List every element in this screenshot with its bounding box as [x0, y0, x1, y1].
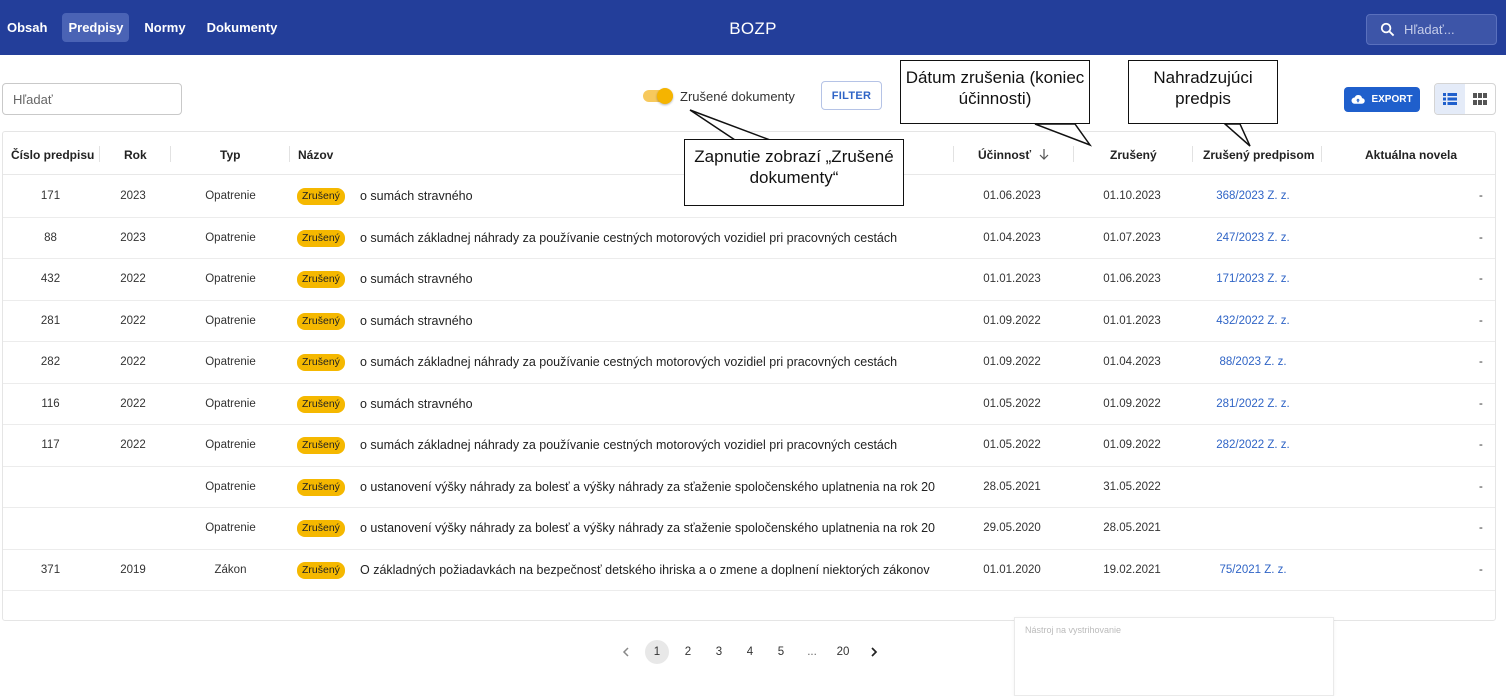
table-row[interactable]	[3, 550, 1495, 592]
row-current-amendment: -	[1479, 356, 1483, 368]
column-header-aktualna-novela[interactable]: Aktuálna novela	[1365, 148, 1458, 162]
row-title[interactable]: o sumách stravného	[360, 313, 473, 328]
column-divider	[1192, 146, 1193, 162]
status-badge: Zrušený	[297, 520, 345, 537]
row-effective-date: 01.05.2022	[983, 397, 1041, 410]
table-row[interactable]	[3, 425, 1495, 467]
table-row[interactable]	[3, 384, 1495, 426]
row-number: 88	[44, 231, 57, 244]
status-badge: Zrušený	[297, 230, 345, 247]
grid-icon	[1473, 93, 1487, 105]
cloud-upload-icon	[1351, 94, 1365, 105]
row-current-amendment: -	[1479, 231, 1483, 244]
row-type: Zákon	[214, 563, 247, 576]
row-replaced-by-link[interactable]: 75/2021 Z. z.	[1219, 563, 1287, 576]
column-header-nazov[interactable]: Názov	[298, 148, 334, 162]
pagination	[614, 640, 893, 664]
row-cancelled-date: 31.05.2022	[1103, 480, 1161, 493]
row-cancelled-date: 01.09.2022	[1103, 397, 1161, 410]
row-type: Opatrenie	[205, 190, 256, 202]
row-number: 116	[41, 397, 60, 410]
row-effective-date: 01.09.2022	[983, 356, 1041, 368]
chevron-right-icon	[870, 647, 878, 657]
callout-nahradzujuci-predpis: Nahradzujúci predpis	[1128, 60, 1278, 124]
tooltip-text: Nástroj na vystrihovanie	[1025, 625, 1122, 635]
row-replaced-by-link[interactable]: 88/2023 Z. z.	[1219, 356, 1287, 368]
row-type: Opatrenie	[205, 480, 256, 493]
row-current-amendment: -	[1479, 480, 1483, 493]
row-replaced-by-link[interactable]: 281/2022 Z. z.	[1216, 397, 1290, 410]
chevron-left-icon	[622, 647, 630, 657]
row-effective-date: 01.01.2023	[983, 273, 1041, 285]
status-badge: Zrušený	[297, 562, 345, 579]
row-year: 2022	[120, 314, 146, 327]
row-type: Opatrenie	[205, 231, 256, 244]
row-current-amendment: -	[1479, 314, 1483, 327]
nav-predpisy[interactable]: Predpisy	[62, 13, 129, 42]
nav-normy[interactable]: Normy	[144, 20, 186, 35]
row-effective-date: 01.06.2023	[983, 190, 1041, 202]
column-header-zruseny-predpisom[interactable]: Zrušený predpisom	[1203, 148, 1315, 162]
toggle-knob	[657, 88, 673, 104]
nav-dokumenty[interactable]: Dokumenty	[206, 20, 278, 35]
cancelled-documents-toggle[interactable]	[643, 88, 673, 104]
row-title[interactable]: O základných požiadavkách na bezpečnosť detského ihriska a o zmene a doplnení niektorých zákonov	[360, 562, 930, 577]
grid-view-button[interactable]	[1465, 84, 1495, 114]
row-replaced-by-link[interactable]: 247/2023 Z. z.	[1216, 231, 1290, 244]
row-title[interactable]: o ustanovení výšky náhrady za bolesť a výšky náhrady za sťaženie spoločenského uplatnenia na rok 20	[360, 521, 935, 535]
row-current-amendment: -	[1479, 273, 1483, 285]
page-5-button[interactable]: 5	[777, 646, 785, 658]
top-navigation-bar	[0, 0, 1506, 55]
row-title[interactable]: o sumách stravného	[360, 189, 473, 203]
row-replaced-by-link[interactable]: 171/2023 Z. z.	[1216, 273, 1290, 285]
row-number: 282	[40, 356, 61, 368]
next-page-button[interactable]	[862, 640, 886, 664]
list-icon	[1443, 93, 1457, 105]
status-badge: Zrušený	[297, 479, 345, 496]
cancelled-documents-label: Zrušené dokumenty	[680, 89, 795, 104]
table-row[interactable]	[3, 342, 1495, 384]
row-title[interactable]: o sumách základnej náhrady za používanie cestných motorových vozidiel pri pracovných cestách	[360, 355, 898, 369]
app-title: BOZP	[729, 19, 777, 38]
row-current-amendment: -	[1479, 439, 1483, 451]
row-title[interactable]: o ustanovení výšky náhrady za bolesť a výšky náhrady za sťaženie spoločenského uplatnenia na rok 20	[360, 479, 935, 494]
row-cancelled-date: 01.04.2023	[1103, 356, 1161, 368]
row-type: Opatrenie	[205, 356, 256, 368]
page-ellipsis: ...	[807, 646, 817, 658]
row-title[interactable]: o sumách stravného	[360, 396, 473, 411]
page-3-button[interactable]: 3	[715, 646, 723, 658]
row-current-amendment: -	[1479, 522, 1483, 534]
column-header-rok[interactable]: Rok	[124, 148, 147, 162]
column-header-ucinnost-label: Účinnosť	[978, 148, 1032, 162]
row-year: 2022	[120, 273, 146, 285]
export-label: EXPORT	[1371, 94, 1413, 105]
global-search-placeholder: Hľadať...	[1404, 22, 1455, 37]
row-current-amendment: -	[1479, 190, 1483, 202]
column-divider	[289, 146, 290, 162]
status-badge: Zrušený	[297, 313, 345, 330]
row-cancelled-date: 28.05.2021	[1103, 522, 1161, 534]
column-header-typ[interactable]: Typ	[220, 148, 241, 162]
row-type: Opatrenie	[205, 273, 256, 285]
row-current-amendment: -	[1479, 563, 1483, 576]
column-divider	[1321, 146, 1322, 162]
row-year: 2022	[120, 439, 146, 451]
table-row[interactable]	[3, 508, 1495, 550]
row-type: Opatrenie	[205, 397, 256, 410]
status-badge: Zrušený	[297, 396, 345, 413]
page-20-button[interactable]: 20	[836, 646, 850, 658]
status-badge: Zrušený	[297, 437, 345, 454]
row-effective-date: 01.05.2022	[983, 439, 1041, 451]
row-replaced-by-link[interactable]: 432/2022 Z. z.	[1216, 314, 1290, 327]
callout-datum-zrusenia: Dátum zrušenia (koniec účinnosti)	[900, 60, 1090, 124]
row-year: 2022	[120, 397, 146, 410]
search-icon	[1380, 22, 1395, 37]
row-title[interactable]: o sumách základnej náhrady za používanie cestných motorových vozidiel pri pracovných cestách	[360, 230, 898, 245]
row-replaced-by-link[interactable]: 368/2023 Z. z.	[1216, 190, 1290, 202]
row-effective-date: 01.01.2020	[983, 563, 1041, 576]
column-divider	[953, 146, 954, 162]
table-row[interactable]	[3, 301, 1495, 343]
arrow-down-icon	[1039, 149, 1049, 160]
row-cancelled-date: 01.09.2022	[1103, 439, 1161, 451]
row-number: 281	[40, 314, 61, 327]
row-year: 2022	[120, 356, 146, 368]
column-divider	[170, 146, 171, 162]
row-cancelled-date: 01.07.2023	[1103, 231, 1161, 244]
table-search-placeholder: Hľadať	[13, 91, 53, 107]
status-badge: Zrušený	[297, 354, 345, 371]
filter-button[interactable]: FILTER	[821, 81, 882, 110]
table-row[interactable]	[3, 218, 1495, 260]
list-view-button[interactable]	[1435, 84, 1465, 114]
previous-page-button[interactable]	[614, 640, 638, 664]
row-year: 2023	[120, 190, 146, 202]
row-cancelled-date: 19.02.2021	[1103, 563, 1161, 576]
row-cancelled-date: 01.10.2023	[1103, 190, 1161, 202]
table-search-input[interactable]	[2, 83, 182, 115]
row-replaced-by-link[interactable]: 282/2022 Z. z.	[1216, 439, 1290, 451]
snipping-tool-tooltip	[1014, 617, 1334, 696]
row-year: 2019	[120, 563, 146, 576]
row-cancelled-date: 01.01.2023	[1103, 314, 1161, 327]
row-effective-date: 01.04.2023	[983, 231, 1041, 244]
export-button[interactable]	[1344, 87, 1420, 112]
row-type: Opatrenie	[205, 314, 256, 327]
row-type: Opatrenie	[205, 522, 256, 534]
page-2-button[interactable]: 2	[684, 646, 692, 658]
status-badge: Zrušený	[297, 188, 345, 205]
view-toggle-group	[1434, 83, 1496, 115]
row-number: 117	[41, 439, 60, 451]
row-effective-date: 29.05.2020	[983, 522, 1041, 534]
column-header-ucinnost[interactable]	[978, 148, 1049, 162]
status-badge: Zrušený	[297, 271, 345, 288]
global-search-input[interactable]	[1366, 14, 1497, 45]
nav-obsah[interactable]: Obsah	[7, 20, 48, 35]
table-row[interactable]	[3, 259, 1495, 301]
column-divider	[99, 146, 100, 162]
row-number: 371	[40, 563, 61, 576]
row-effective-date: 28.05.2021	[983, 480, 1041, 493]
column-header-cislo[interactable]: Číslo predpisu	[11, 148, 95, 162]
table-row[interactable]	[3, 467, 1495, 509]
row-year: 2023	[120, 231, 146, 244]
row-number: 432	[40, 273, 61, 285]
page-4-button[interactable]: 4	[746, 646, 754, 658]
row-cancelled-date: 01.06.2023	[1103, 273, 1161, 285]
callout-toggle: Zapnutie zobrazí „Zrušené dokumenty“	[684, 139, 904, 206]
row-title[interactable]: o sumách základnej náhrady za používanie cestných motorových vozidiel pri pracovných cestách	[360, 438, 898, 452]
column-header-zruseny[interactable]: Zrušený	[1110, 148, 1157, 162]
row-title[interactable]: o sumách stravného	[360, 272, 473, 286]
row-type: Opatrenie	[205, 439, 256, 451]
main-nav	[0, 13, 292, 42]
row-current-amendment: -	[1479, 397, 1483, 410]
row-number: 171	[40, 190, 61, 202]
column-divider	[1073, 146, 1074, 162]
row-effective-date: 01.09.2022	[983, 314, 1041, 327]
page-1-button[interactable]: 1	[645, 640, 669, 664]
